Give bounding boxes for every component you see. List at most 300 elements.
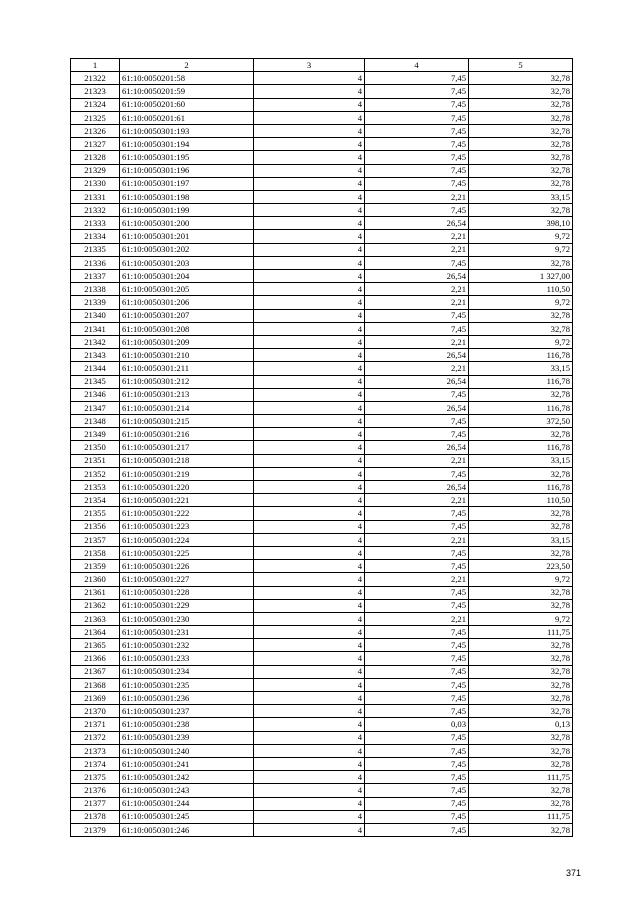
column-4-value: 2,21 (365, 362, 469, 375)
table-row (71, 85, 573, 98)
row-number: 21379 (71, 823, 120, 836)
column-4-value: 7,45 (365, 85, 469, 98)
column-3-value: 4 (254, 586, 365, 599)
row-number: 21345 (71, 375, 120, 388)
cadastral-number: 61:10:0050301:217 (120, 441, 254, 454)
column-5-value: 32,78 (469, 388, 573, 401)
column-4-value: 26,54 (365, 217, 469, 230)
row-number: 21327 (71, 138, 120, 151)
column-3-value: 4 (254, 388, 365, 401)
column-4-value: 7,45 (365, 309, 469, 322)
column-3-value: 4 (254, 507, 365, 520)
column-3-value: 4 (254, 190, 365, 203)
table-row (71, 164, 573, 177)
row-number: 21359 (71, 560, 120, 573)
row-number: 21328 (71, 151, 120, 164)
row-number: 21369 (71, 692, 120, 705)
row-number: 21354 (71, 494, 120, 507)
column-3-value: 4 (254, 612, 365, 625)
row-number: 21340 (71, 309, 120, 322)
table-row (71, 296, 573, 309)
column-4-value: 2,21 (365, 243, 469, 256)
column-4-value: 26,54 (365, 481, 469, 494)
column-5-value: 32,78 (469, 586, 573, 599)
cadastral-number: 61:10:0050301:193 (120, 124, 254, 137)
data-table (70, 58, 573, 837)
column-5-value: 32,78 (469, 428, 573, 441)
cadastral-number: 61:10:0050301:226 (120, 560, 254, 573)
cadastral-number: 61:10:0050301:229 (120, 599, 254, 612)
cadastral-number: 61:10:0050301:200 (120, 217, 254, 230)
column-4-value: 26,54 (365, 441, 469, 454)
column-3-value: 4 (254, 111, 365, 124)
column-3-value: 4 (254, 375, 365, 388)
row-number: 21360 (71, 573, 120, 586)
row-number: 21366 (71, 652, 120, 665)
column-3-value: 4 (254, 85, 365, 98)
table-row (71, 757, 573, 770)
column-4-value: 7,45 (365, 797, 469, 810)
row-number: 21357 (71, 533, 120, 546)
row-number: 21330 (71, 177, 120, 190)
table-row (71, 652, 573, 665)
table-row (71, 375, 573, 388)
cadastral-number: 61:10:0050301:199 (120, 204, 254, 217)
table-row (71, 230, 573, 243)
column-4-value: 7,45 (365, 744, 469, 757)
row-number: 21367 (71, 665, 120, 678)
column-5-value: 110,50 (469, 494, 573, 507)
table-row (71, 151, 573, 164)
column-4-value: 7,45 (365, 415, 469, 428)
column-5-value: 32,78 (469, 85, 573, 98)
table-row (71, 678, 573, 691)
column-4-value: 7,45 (365, 256, 469, 269)
table-row (71, 428, 573, 441)
row-number: 21356 (71, 520, 120, 533)
row-number: 21361 (71, 586, 120, 599)
table-row (71, 718, 573, 731)
table-row (71, 771, 573, 784)
column-5-value: 9,72 (469, 230, 573, 243)
column-3-value: 4 (254, 441, 365, 454)
column-3-value: 4 (254, 72, 365, 85)
column-4-value: 7,45 (365, 665, 469, 678)
column-5-value: 32,78 (469, 823, 573, 836)
column-4-value: 26,54 (365, 270, 469, 283)
column-3-value: 4 (254, 546, 365, 559)
cadastral-number: 61:10:0050301:205 (120, 283, 254, 296)
column-5-value: 111,75 (469, 810, 573, 823)
table-row (71, 270, 573, 283)
column-5-value: 32,78 (469, 151, 573, 164)
column-3-value: 4 (254, 349, 365, 362)
row-number: 21322 (71, 72, 120, 85)
row-number: 21372 (71, 731, 120, 744)
row-number: 21334 (71, 230, 120, 243)
table-row (71, 467, 573, 480)
column-5-value: 32,78 (469, 731, 573, 744)
column-3-value: 4 (254, 533, 365, 546)
cadastral-number: 61:10:0050301:224 (120, 533, 254, 546)
table-row (71, 573, 573, 586)
column-3-value: 4 (254, 744, 365, 757)
cadastral-number: 61:10:0050301:209 (120, 335, 254, 348)
table-row (71, 810, 573, 823)
row-number: 21326 (71, 124, 120, 137)
column-4-value: 2,21 (365, 335, 469, 348)
column-5-value: 32,78 (469, 309, 573, 322)
row-number: 21323 (71, 85, 120, 98)
column-4-value: 7,45 (365, 757, 469, 770)
column-4-value: 7,45 (365, 692, 469, 705)
table-row (71, 335, 573, 348)
row-number: 21343 (71, 349, 120, 362)
cadastral-number: 61:10:0050301:208 (120, 322, 254, 335)
cadastral-number: 61:10:0050301:201 (120, 230, 254, 243)
cadastral-number: 61:10:0050301:241 (120, 757, 254, 770)
table-row (71, 665, 573, 678)
column-4-value: 2,21 (365, 230, 469, 243)
cadastral-number: 61:10:0050301:228 (120, 586, 254, 599)
row-number: 21362 (71, 599, 120, 612)
column-3-value: 4 (254, 151, 365, 164)
column-5-value: 111,75 (469, 771, 573, 784)
cadastral-number: 61:10:0050301:206 (120, 296, 254, 309)
column-5-value: 1 327,00 (469, 270, 573, 283)
column-3-value: 4 (254, 428, 365, 441)
column-5-value: 9,72 (469, 573, 573, 586)
column-header-4: 4 (365, 59, 469, 72)
table-row (71, 626, 573, 639)
cadastral-number: 61:10:0050301:230 (120, 612, 254, 625)
table-row (71, 639, 573, 652)
row-number: 21373 (71, 744, 120, 757)
cadastral-number: 61:10:0050301:198 (120, 190, 254, 203)
table-row (71, 784, 573, 797)
column-3-value: 4 (254, 771, 365, 784)
cadastral-number: 61:10:0050301:235 (120, 678, 254, 691)
table-row (71, 217, 573, 230)
cadastral-number: 61:10:0050301:244 (120, 797, 254, 810)
cadastral-number: 61:10:0050301:234 (120, 665, 254, 678)
column-5-value: 223,50 (469, 560, 573, 573)
column-5-value: 32,78 (469, 705, 573, 718)
column-header-3: 3 (254, 59, 365, 72)
table-header (71, 59, 573, 72)
cadastral-number: 61:10:0050301:242 (120, 771, 254, 784)
row-number: 21353 (71, 481, 120, 494)
row-number: 21338 (71, 283, 120, 296)
table-row (71, 243, 573, 256)
column-5-value: 32,78 (469, 692, 573, 705)
column-5-value: 110,50 (469, 283, 573, 296)
column-3-value: 4 (254, 204, 365, 217)
column-5-value: 32,78 (469, 520, 573, 533)
column-3-value: 4 (254, 362, 365, 375)
column-4-value: 7,45 (365, 467, 469, 480)
table-row (71, 322, 573, 335)
column-4-value: 7,45 (365, 810, 469, 823)
column-3-value: 4 (254, 98, 365, 111)
column-4-value: 7,45 (365, 428, 469, 441)
column-4-value: 26,54 (365, 375, 469, 388)
row-number: 21350 (71, 441, 120, 454)
column-3-value: 4 (254, 401, 365, 414)
column-3-value: 4 (254, 256, 365, 269)
cadastral-number: 61:10:0050301:216 (120, 428, 254, 441)
row-number: 21347 (71, 401, 120, 414)
table-row (71, 823, 573, 836)
column-3-value: 4 (254, 626, 365, 639)
column-4-value: 0,03 (365, 718, 469, 731)
table-row (71, 454, 573, 467)
row-number: 21331 (71, 190, 120, 203)
table-row (71, 494, 573, 507)
column-5-value: 32,78 (469, 757, 573, 770)
row-number: 21351 (71, 454, 120, 467)
column-5-value: 32,78 (469, 546, 573, 559)
cadastral-number: 61:10:0050301:194 (120, 138, 254, 151)
cadastral-number: 61:10:0050301:239 (120, 731, 254, 744)
row-number: 21349 (71, 428, 120, 441)
column-3-value: 4 (254, 784, 365, 797)
column-5-value: 32,78 (469, 177, 573, 190)
column-5-value: 32,78 (469, 111, 573, 124)
table-row (71, 586, 573, 599)
column-4-value: 7,45 (365, 546, 469, 559)
column-4-value: 7,45 (365, 164, 469, 177)
column-5-value: 32,78 (469, 72, 573, 85)
column-4-value: 7,45 (365, 520, 469, 533)
row-number: 21333 (71, 217, 120, 230)
column-4-value: 7,45 (365, 586, 469, 599)
column-4-value: 7,45 (365, 111, 469, 124)
column-5-value: 32,78 (469, 204, 573, 217)
column-5-value: 32,78 (469, 467, 573, 480)
cadastral-number: 61:10:0050301:210 (120, 349, 254, 362)
table-row (71, 190, 573, 203)
header-row (71, 59, 573, 72)
column-5-value: 32,78 (469, 138, 573, 151)
column-3-value: 4 (254, 481, 365, 494)
column-5-value: 32,78 (469, 164, 573, 177)
row-number: 21325 (71, 111, 120, 124)
column-3-value: 4 (254, 639, 365, 652)
row-number: 21346 (71, 388, 120, 401)
cadastral-number: 61:10:0050301:225 (120, 546, 254, 559)
column-4-value: 7,45 (365, 626, 469, 639)
row-number: 21374 (71, 757, 120, 770)
table-row (71, 72, 573, 85)
column-5-value: 32,78 (469, 322, 573, 335)
cadastral-number: 61:10:0050301:236 (120, 692, 254, 705)
column-4-value: 2,21 (365, 612, 469, 625)
column-4-value: 7,45 (365, 784, 469, 797)
column-3-value: 4 (254, 230, 365, 243)
column-5-value: 33,15 (469, 362, 573, 375)
cadastral-number: 61:10:0050201:61 (120, 111, 254, 124)
column-4-value: 2,21 (365, 296, 469, 309)
column-5-value: 116,78 (469, 441, 573, 454)
cadastral-number: 61:10:0050301:221 (120, 494, 254, 507)
table-row (71, 362, 573, 375)
column-5-value: 9,72 (469, 243, 573, 256)
column-4-value: 2,21 (365, 454, 469, 467)
column-3-value: 4 (254, 415, 365, 428)
cadastral-number: 61:10:0050301:232 (120, 639, 254, 652)
column-5-value: 9,72 (469, 612, 573, 625)
column-3-value: 4 (254, 217, 365, 230)
column-5-value: 32,78 (469, 599, 573, 612)
table-row (71, 599, 573, 612)
table-row (71, 692, 573, 705)
table-row (71, 283, 573, 296)
table-row (71, 612, 573, 625)
column-4-value: 7,45 (365, 98, 469, 111)
column-4-value: 7,45 (365, 639, 469, 652)
column-5-value: 32,78 (469, 98, 573, 111)
row-number: 21363 (71, 612, 120, 625)
row-number: 21375 (71, 771, 120, 784)
column-3-value: 4 (254, 757, 365, 770)
column-4-value: 2,21 (365, 190, 469, 203)
column-5-value: 372,50 (469, 415, 573, 428)
row-number: 21342 (71, 335, 120, 348)
column-3-value: 4 (254, 494, 365, 507)
cadastral-number: 61:10:0050301:246 (120, 823, 254, 836)
table-row (71, 256, 573, 269)
column-3-value: 4 (254, 731, 365, 744)
table-body (71, 72, 573, 837)
column-5-value: 0,13 (469, 718, 573, 731)
table-row (71, 177, 573, 190)
column-3-value: 4 (254, 692, 365, 705)
column-5-value: 116,78 (469, 375, 573, 388)
cadastral-number: 61:10:0050301:222 (120, 507, 254, 520)
row-number: 21344 (71, 362, 120, 375)
column-4-value: 26,54 (365, 401, 469, 414)
table-row (71, 441, 573, 454)
cadastral-number: 61:10:0050301:240 (120, 744, 254, 757)
cadastral-number: 61:10:0050301:207 (120, 309, 254, 322)
column-5-value: 116,78 (469, 481, 573, 494)
cadastral-number: 61:10:0050301:202 (120, 243, 254, 256)
table-row (71, 744, 573, 757)
table-row (71, 349, 573, 362)
table-row (71, 705, 573, 718)
cadastral-number: 61:10:0050301:233 (120, 652, 254, 665)
cadastral-number: 61:10:0050301:237 (120, 705, 254, 718)
row-number: 21365 (71, 639, 120, 652)
row-number: 21335 (71, 243, 120, 256)
column-5-value: 32,78 (469, 256, 573, 269)
table-row (71, 507, 573, 520)
table-row (71, 797, 573, 810)
column-5-value: 32,78 (469, 652, 573, 665)
column-4-value: 7,45 (365, 560, 469, 573)
row-number: 21368 (71, 678, 120, 691)
column-5-value: 32,78 (469, 507, 573, 520)
row-number: 21339 (71, 296, 120, 309)
column-4-value: 7,45 (365, 823, 469, 836)
column-3-value: 4 (254, 797, 365, 810)
column-5-value: 398,10 (469, 217, 573, 230)
column-4-value: 7,45 (365, 388, 469, 401)
column-3-value: 4 (254, 823, 365, 836)
row-number: 21355 (71, 507, 120, 520)
column-5-value: 32,78 (469, 678, 573, 691)
cadastral-number: 61:10:0050201:60 (120, 98, 254, 111)
cadastral-number: 61:10:0050301:215 (120, 415, 254, 428)
column-4-value: 7,45 (365, 705, 469, 718)
column-4-value: 7,45 (365, 138, 469, 151)
column-3-value: 4 (254, 718, 365, 731)
column-header-5: 5 (469, 59, 573, 72)
cadastral-number: 61:10:0050201:59 (120, 85, 254, 98)
column-5-value: 32,78 (469, 744, 573, 757)
row-number: 21324 (71, 98, 120, 111)
table-row (71, 481, 573, 494)
column-5-value: 9,72 (469, 335, 573, 348)
column-3-value: 4 (254, 678, 365, 691)
column-header-1: 1 (71, 59, 120, 72)
column-3-value: 4 (254, 652, 365, 665)
column-3-value: 4 (254, 124, 365, 137)
column-4-value: 7,45 (365, 124, 469, 137)
column-5-value: 111,75 (469, 626, 573, 639)
cadastral-number: 61:10:0050301:227 (120, 573, 254, 586)
table-row (71, 520, 573, 533)
column-5-value: 9,72 (469, 296, 573, 309)
row-number: 21329 (71, 164, 120, 177)
row-number: 21348 (71, 415, 120, 428)
row-number: 21336 (71, 256, 120, 269)
table-row (71, 415, 573, 428)
cadastral-number: 61:10:0050301:245 (120, 810, 254, 823)
cadastral-number: 61:10:0050301:211 (120, 362, 254, 375)
table-row (71, 309, 573, 322)
column-3-value: 4 (254, 283, 365, 296)
column-3-value: 4 (254, 560, 365, 573)
column-3-value: 4 (254, 665, 365, 678)
table-row (71, 138, 573, 151)
cadastral-number: 61:10:0050301:196 (120, 164, 254, 177)
column-4-value: 7,45 (365, 177, 469, 190)
column-3-value: 4 (254, 309, 365, 322)
row-number: 21341 (71, 322, 120, 335)
column-4-value: 7,45 (365, 72, 469, 85)
column-3-value: 4 (254, 810, 365, 823)
column-4-value: 2,21 (365, 533, 469, 546)
column-4-value: 2,21 (365, 494, 469, 507)
cadastral-number: 61:10:0050301:238 (120, 718, 254, 731)
column-5-value: 116,78 (469, 349, 573, 362)
cadastral-number: 61:10:0050301:219 (120, 467, 254, 480)
column-3-value: 4 (254, 454, 365, 467)
cadastral-number: 61:10:0050301:218 (120, 454, 254, 467)
table-row (71, 388, 573, 401)
column-5-value: 32,78 (469, 797, 573, 810)
row-number: 21370 (71, 705, 120, 718)
column-5-value: 33,15 (469, 190, 573, 203)
column-3-value: 4 (254, 164, 365, 177)
cadastral-number: 61:10:0050301:243 (120, 784, 254, 797)
column-5-value: 116,78 (469, 401, 573, 414)
table-row (71, 731, 573, 744)
column-4-value: 7,45 (365, 599, 469, 612)
column-3-value: 4 (254, 335, 365, 348)
